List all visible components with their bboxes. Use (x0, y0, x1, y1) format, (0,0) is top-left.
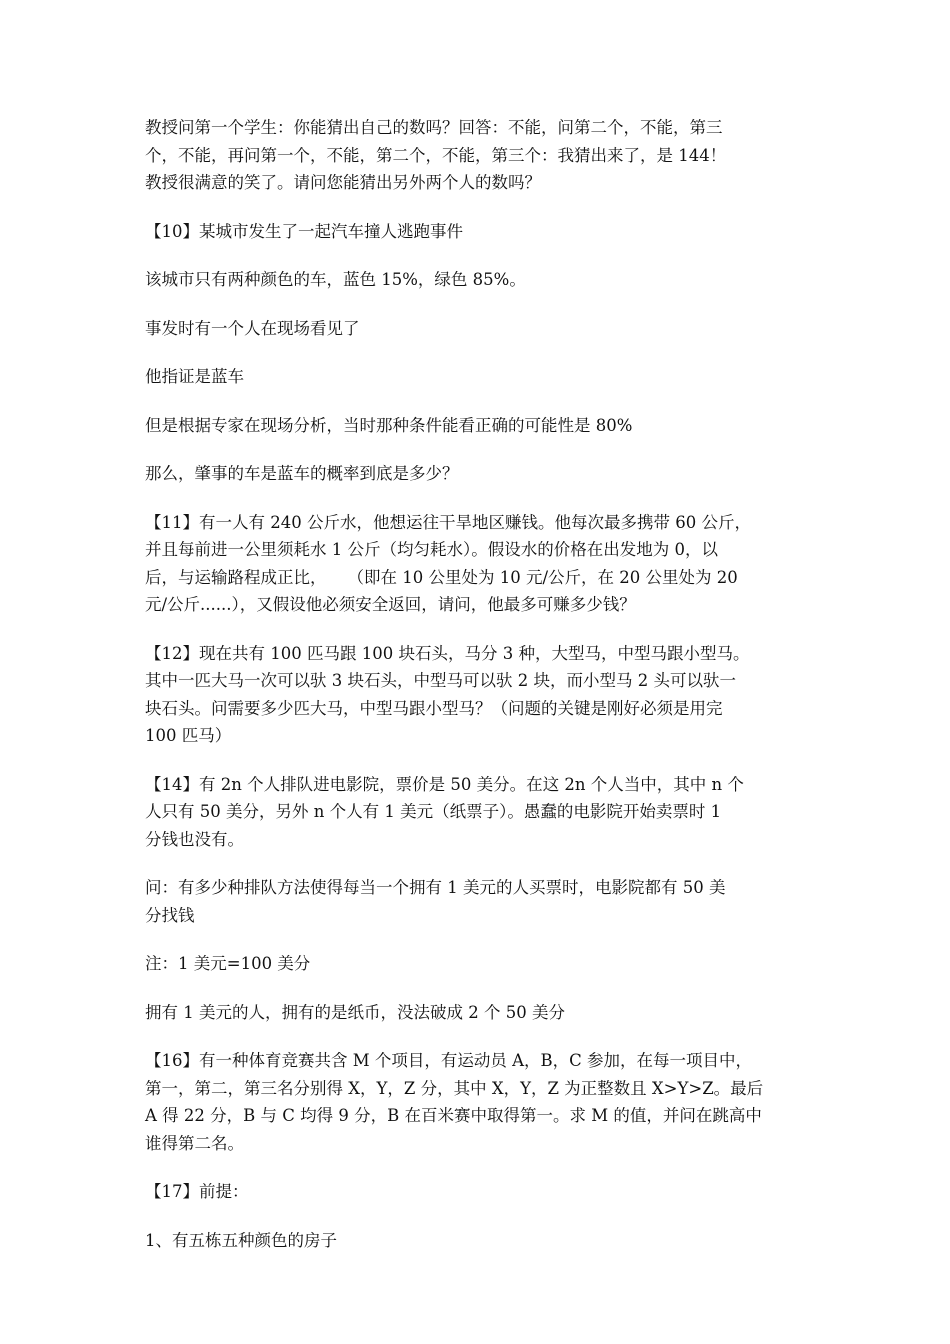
paragraph-problem-14-question (145, 874, 810, 929)
text-line: 谁得第二名。 (145, 1133, 244, 1153)
paragraph-professor-question (145, 114, 810, 197)
paragraph-problem-14-note-2 (145, 999, 810, 1027)
paragraph-problem-10-question (145, 460, 810, 488)
paragraph-problem-12 (145, 640, 810, 750)
text-line: 1、有五栋五种颜色的房子 (145, 1230, 337, 1250)
text-line: 其中一匹大马一次可以驮 3 块石头，中型马可以驮 2 块，而小型马 2 头可以驮一 (145, 671, 736, 690)
paragraph-problem-17-title (145, 1178, 810, 1206)
paragraph-problem-10-colors (145, 266, 810, 294)
text-line: 【16】有一种体育竞赛共含 M 个项目，有运动员 A，B，C 参加，在每一项目中， (145, 1051, 753, 1070)
text-line: 【10】某城市发生了一起汽车撞人逃跑事件 (145, 221, 463, 241)
text-line: 教授问第一个学生：你能猜出自己的数吗？回答：不能，问第二个，不能，第三 (145, 118, 723, 137)
text-line: 元/公斤......），又假设他必须安全返回，请问，他最多可赚多少钱？ (145, 595, 636, 614)
text-line: 块石头。问需要多少匹大马，中型马跟小型马？（问题的关键是刚好必须是用完 (145, 698, 723, 718)
text-line: 该城市只有两种颜色的车，蓝色 15%，绿色 85%。 (145, 270, 526, 289)
text-line: 【14】有 2n 个人排队进电影院，票价是 50 美分。在这 2n 个人当中，其中 n 个 (145, 774, 744, 794)
paragraph-problem-14-note (145, 950, 810, 978)
text-line: 事发时有一个人在现场看见了 (145, 318, 360, 338)
text-line: 100 匹马） (145, 726, 232, 745)
document-page (145, 114, 810, 1275)
text-line: A 得 22 分，B 与 C 均得 9 分，B 在百米赛中取得第一。求 M 的值，并问在跳高中 (145, 1106, 762, 1125)
paragraph-problem-10-witness (145, 315, 810, 343)
text-line: 他指证是蓝车 (145, 367, 244, 386)
text-line: 教授很满意的笑了。请问您能猜出另外两个人的数吗？ (145, 173, 541, 192)
text-line: 后，与运输路程成正比， （即在 10 公里处为 10 元/公斤，在 20 公里处为 20 (145, 567, 738, 587)
text-line: 但是根据专家在现场分析，当时那种条件能看正确的可能性是 80% (145, 415, 633, 435)
text-line: 并且每前进一公里须耗水 1 公斤（均匀耗水）。假设水的价格在出发地为 0，以 (145, 540, 718, 559)
paragraph-problem-14 (145, 771, 810, 854)
paragraph-problem-10-title (145, 218, 810, 246)
paragraph-problem-17-item-1 (145, 1227, 810, 1255)
paragraph-problem-11 (145, 509, 810, 619)
paragraph-problem-16 (145, 1047, 810, 1157)
text-line: 第一，第二，第三名分别得 X，Y，Z 分，其中 X，Y，Z 为正整数且 X>Y>Z。最后 (145, 1078, 764, 1098)
paragraph-problem-10-accuracy (145, 412, 810, 440)
text-line: 拥有 1 美元的人，拥有的是纸币，没法破成 2 个 50 美分 (145, 1002, 565, 1022)
text-line: 分钱也没有。 (145, 829, 244, 849)
text-line: 人只有 50 美分，另外 n 个人有 1 美元（纸票子）。愚蠢的电影院开始卖票时 1 (145, 802, 722, 821)
text-line: 【17】前提： (145, 1182, 249, 1201)
text-line: 分找钱 (145, 905, 195, 925)
text-line: 【12】现在共有 100 匹马跟 100 块石头，马分 3 种，大型马，中型马跟小型马。 (145, 643, 750, 663)
text-line: 那么，肇事的车是蓝车的概率到底是多少？ (145, 464, 459, 483)
text-line: 注：1 美元=100 美分 (145, 954, 311, 973)
text-line: 【11】有一人有 240 公斤水，他想运往干旱地区赚钱。他每次最多携带 60 公斤， (145, 512, 751, 532)
paragraph-problem-10-testimony (145, 363, 810, 391)
text-line: 个，不能，再问第一个，不能，第二个，不能，第三个：我猜出来了，是 144！ (145, 145, 727, 165)
text-line: 问：有多少种排队方法使得每当一个拥有 1 美元的人买票时，电影院都有 50 美 (145, 878, 726, 897)
